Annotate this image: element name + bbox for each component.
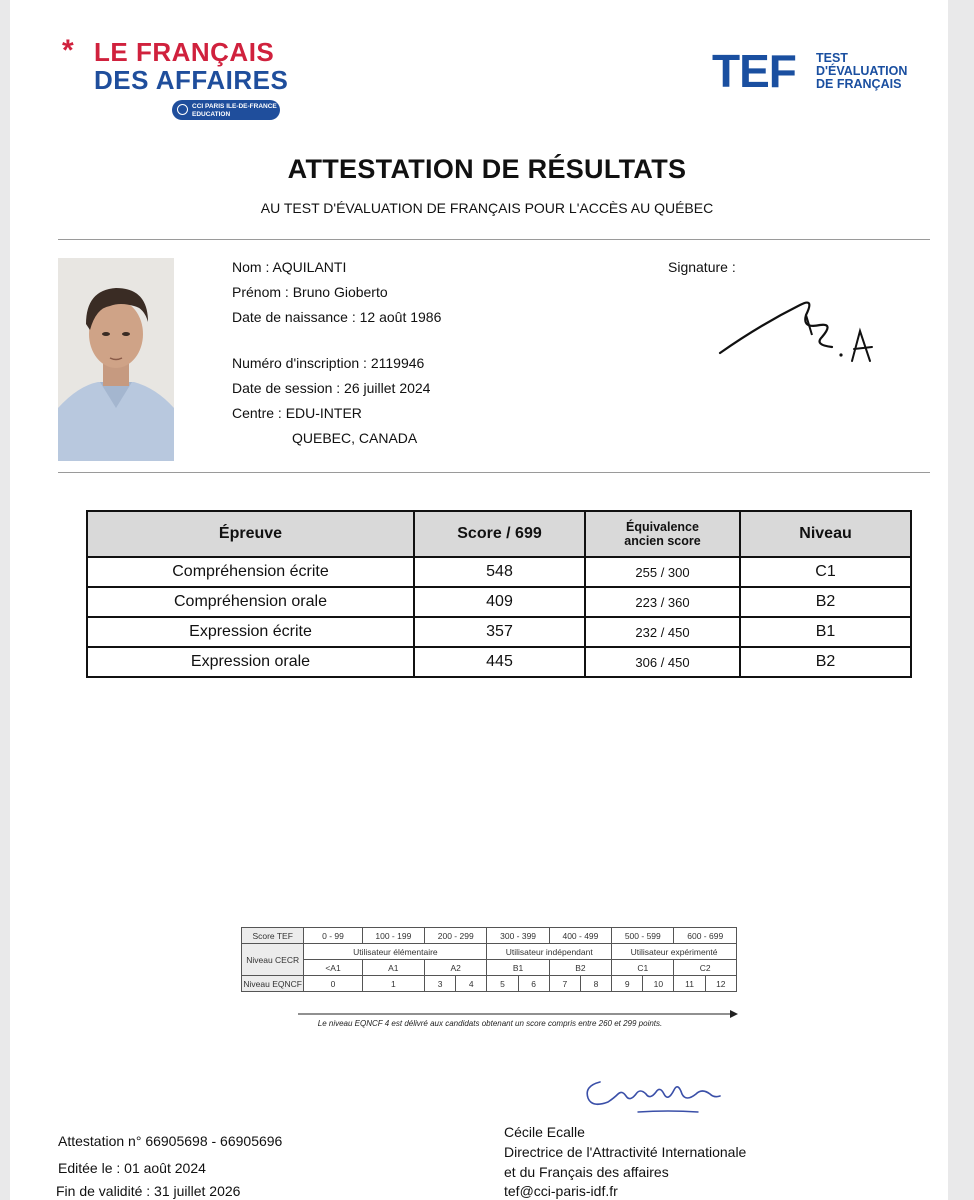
niveau-cell: B1 [740,617,911,647]
header-niveau: Niveau [740,511,911,557]
scale-row-cecr [242,960,737,976]
scale-tef-range: 0 - 99 [304,928,362,944]
scale-label-score: Score TEF [242,928,304,944]
scale-tef-range: 100 - 199 [362,928,424,944]
table-row [87,557,911,587]
page-title: ATTESTATION DE RÉSULTATS [287,154,687,184]
director-name: Cécile Ecalle [504,1124,585,1140]
scale-cecr-level: A2 [425,960,487,976]
scale-tef-range: 300 - 399 [487,928,549,944]
divider [58,472,930,473]
lfa-star-icon: * [62,34,74,67]
candidate-centre-lieu: QUEBEC, CANADA [292,430,418,446]
divider [58,239,930,240]
scale-label-eqncf: Niveau EQNCF [242,976,304,992]
epreuve-cell: Compréhension écrite [87,557,414,587]
attestation-page [10,0,948,1200]
scale-label-cecr: Niveau CECR [242,944,304,976]
scale-row-groups [242,944,737,960]
scale-cecr-level: A1 [362,960,424,976]
lfa-logo-line1: LE FRANÇAIS [94,37,275,67]
scale-eqncf-level: 3 [425,976,456,992]
candidate-numero-inscription: Numéro d'inscription : 2119946 [232,355,425,371]
scale-eqncf-level: 4 [456,976,487,992]
tef-sub-line2: D'ÉVALUATION [816,64,908,78]
cci-badge [172,100,280,120]
scale-eqncf-level: 12 [705,976,736,992]
table-row [87,617,911,647]
scale-user-group: Utilisateur indépendant [487,944,612,960]
score-cell: 409 [414,587,585,617]
ancien-score-cell: 223 / 360 [585,587,740,617]
scale-cecr-level: B1 [487,960,549,976]
results-table [86,510,912,678]
director-title-line1: Directrice de l'Attractivité Internationale [504,1144,747,1160]
score-cell: 445 [414,647,585,677]
cecr-scale-table [241,927,737,992]
header-equivalence [585,511,740,557]
scale-tef-range: 200 - 299 [425,928,487,944]
scale-note: Le niveau EQNCF 4 est délivré aux candidats obtenant un score compris entre 260 et 299 points. [317,1019,663,1028]
ancien-score-cell: 306 / 450 [585,647,740,677]
director-title-line2: et du Français des affaires [504,1164,669,1180]
score-cell: 548 [414,557,585,587]
table-row [87,587,911,617]
lfa-logo-line2: DES AFFAIRES [94,65,289,95]
scale-eqncf-level: 10 [643,976,674,992]
epreuve-cell: Expression orale [87,647,414,677]
scale-user-group: Utilisateur élémentaire [304,944,487,960]
contact-email: tef@cci-paris-idf.fr [504,1183,618,1199]
scale-eqncf-level: 8 [580,976,611,992]
scale-cecr-level: B2 [549,960,611,976]
candidate-centre: Centre : EDU-INTER [232,405,362,421]
page-subtitle: AU TEST D'ÉVALUATION DE FRANÇAIS POUR L'ACCÈS AU QUÉBEC [260,200,714,216]
header-epreuve: Épreuve [87,511,414,557]
score-cell: 357 [414,617,585,647]
scale-tef-range: 500 - 599 [612,928,674,944]
scale-eqncf-level: 0 [304,976,362,992]
candidate-nom: Nom : AQUILANTI [232,259,347,275]
results-header-row [87,511,911,557]
table-row [87,647,911,677]
scale-tef-range: 400 - 499 [549,928,611,944]
epreuve-cell: Expression écrite [87,617,414,647]
candidate-signature [710,285,900,375]
scale-cecr-level: C1 [612,960,674,976]
tef-sub-line3: DE FRANÇAIS [816,77,902,91]
scale-row-eqncf [242,976,737,992]
scale-user-group: Utilisateur expérimenté [612,944,737,960]
niveau-cell: C1 [740,557,911,587]
date-edition: Editée le : 01 août 2024 [58,1160,206,1176]
header-equivalence-line1: Équivalence [626,520,699,534]
cci-badge-line2: EDUCATION [192,110,231,118]
tef-logo-subtitle [816,52,907,91]
scale-eqncf-level: 6 [518,976,549,992]
director-signature [578,1072,728,1122]
scale-eqncf-level: 7 [549,976,580,992]
ancien-score-cell: 255 / 300 [585,557,740,587]
header-equivalence-line2: ancien score [624,534,701,548]
niveau-cell: B2 [740,647,911,677]
cci-badge-line1: CCI PARIS ILE-DE-FRANCE [192,103,277,110]
scale-arrow-icon [298,1010,738,1018]
scale-cecr-level: <A1 [304,960,362,976]
signature-label: Signature : [668,259,736,275]
tef-logo: TEF [712,45,796,97]
candidate-date-naissance: Date de naissance : 12 août 1986 [232,309,442,325]
scale-tef-range: 600 - 699 [674,928,737,944]
scale-eqncf-level: 9 [612,976,643,992]
date-fin-validite: Fin de validité : 31 juillet 2026 [56,1183,241,1199]
scale-eqncf-level: 11 [674,976,705,992]
scale-eqncf-level: 5 [487,976,518,992]
candidate-date-session: Date de session : 26 juillet 2024 [232,380,431,396]
tef-sub-line1: TEST [816,51,848,65]
scale-eqncf-level: 1 [362,976,424,992]
candidate-photo [58,258,174,461]
niveau-cell: B2 [740,587,911,617]
epreuve-cell: Compréhension orale [87,587,414,617]
scale-row-score [242,928,737,944]
candidate-prenom: Prénom : Bruno Gioberto [232,284,388,300]
ancien-score-cell: 232 / 450 [585,617,740,647]
header-score: Score / 699 [414,511,585,557]
attestation-number: Attestation n° 66905698 - 66905696 [58,1133,283,1149]
scale-cecr-level: C2 [674,960,737,976]
cci-logo-icon [177,104,188,115]
